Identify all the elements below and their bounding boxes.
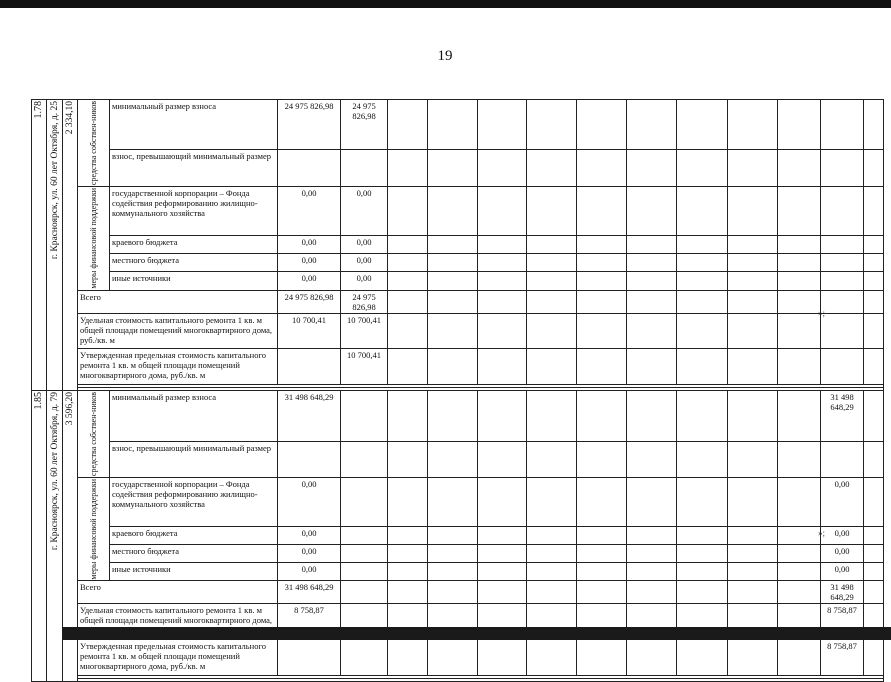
value-cell [821,272,864,290]
value-cell: 0,00 [341,254,388,272]
owner-funds-label: средства собствен-ников [78,390,110,477]
address-cell: г. Красноярск, ул. 60 лет Октября, д. 79 [47,390,63,682]
value-cell [821,348,864,384]
value-cell: 0,00 [821,526,864,544]
value-cell: 10 700,41 [278,313,341,348]
value-cell: 0,00 [278,187,341,236]
value-cell [341,581,388,604]
value-cell: 0,00 [341,272,388,290]
over-min-label: взнос, превышающий минимальный размер [110,441,278,477]
table-row [32,390,884,441]
value-cell: 0,00 [821,477,864,526]
table-row [32,526,884,544]
table-row [32,187,884,236]
table-row [32,100,884,150]
support-label: меры финансовой поддержки [78,477,110,581]
margin-mark: »; [818,528,826,538]
over-min-label: взнос, превышающий минимальный размер [110,149,278,187]
table-row [32,477,884,526]
value-cell [341,563,388,581]
value-cell: 24 975 826,98 [278,100,341,150]
area-cell: 3 596,20 [63,390,78,682]
owner-funds-label: средства собствен-ников [78,100,110,187]
table-row [32,290,884,313]
value-cell: 8 758,87 [278,604,341,640]
value-cell: 0,00 [341,236,388,254]
address-cell: г. Красноярск, ул. 60 лет Октября, д. 25 [47,100,63,391]
table-row [32,348,884,384]
value-cell: 0,00 [278,236,341,254]
value-cell: 0,00 [278,254,341,272]
value-cell [821,313,864,348]
value-cell: 8 758,87 [821,604,864,640]
value-cell [821,100,864,150]
value-cell: 0,00 [821,544,864,562]
value-cell [278,640,341,676]
value-cell [821,254,864,272]
value-cell: 31 498 648,29 [821,390,864,441]
value-cell [821,236,864,254]
table-row [32,272,884,290]
scan-top-edge [0,0,891,8]
margin-mark: »; [818,308,826,318]
value-cell: 0,00 [278,544,341,562]
table-row [32,236,884,254]
area-cell: 2 334,10 [63,100,78,391]
other-label: иные источники [110,272,278,290]
limit-cost-label: Утвержденная предельная стоимость капитального ремонта 1 кв. м общей площади помещений многоквартирного дома, руб./кв. м [78,348,278,384]
table-row [32,544,884,562]
item-number-cell: 1.78 [32,100,47,391]
value-cell: 31 498 648,29 [278,581,341,604]
value-cell [278,348,341,384]
value-cell: 24 975 826,98 [278,290,341,313]
table-row [32,441,884,477]
value-cell: 0,00 [278,272,341,290]
min-fee-label: минимальный размер взноса [110,100,278,150]
value-cell: 0,00 [278,526,341,544]
value-cell: 10 700,41 [341,313,388,348]
value-cell: 0,00 [278,563,341,581]
table-row [32,149,884,187]
page-number: 19 [437,48,453,64]
value-cell [341,640,388,676]
total-label: Всего [78,581,278,604]
value-cell [341,390,388,441]
value-cell [341,477,388,526]
value-cell: 0,00 [821,563,864,581]
table-row [32,563,884,581]
local-label: местного бюджета [110,544,278,562]
value-cell: 31 498 648,29 [278,390,341,441]
regional-label: краевого бюджета [110,236,278,254]
value-cell: 24 975 826,98 [341,290,388,313]
value-cell [821,187,864,236]
support-label: меры финансовой поддержки [78,187,110,291]
unit-cost-label: Удельная стоимость капитального ремонта 1 кв. м общей площади помещений многоквартирного дома, руб./кв. м [78,313,278,348]
regional-label: краевого бюджета [110,526,278,544]
table-row [32,640,884,676]
value-cell: 10 700,41 [341,348,388,384]
value-cell: 31 498 648,29 [821,581,864,604]
value-cell [341,544,388,562]
min-fee-label: минимальный размер взноса [110,390,278,441]
state-corp-label: государственной корпорации – Фонда содействия реформированию жилищно-коммунального хозяйства [110,187,278,236]
table-row [32,581,884,604]
unit-cost-label: Удельная стоимость капитального ремонта 1 кв. м общей площади помещений многоквартирного дома, [78,604,278,640]
item-number-cell: 1.85 [32,390,47,682]
state-corp-label: государственной корпорации – Фонда содействия реформированию жилищно-коммунального хозяйства [110,477,278,526]
local-label: местного бюджета [110,254,278,272]
table-row [32,313,884,348]
table-row [32,254,884,272]
value-cell: 0,00 [278,477,341,526]
scan-bottom-edge [62,627,891,640]
capital-repair-table [31,99,884,682]
limit-cost-label: Утвержденная предельная стоимость капитального ремонта 1 кв. м общей площади помещений многоквартирного дома, руб./кв. м [78,640,278,676]
value-cell [821,290,864,313]
value-cell: 0,00 [341,187,388,236]
total-label: Всего [78,290,278,313]
value-cell [341,526,388,544]
other-label: иные источники [110,563,278,581]
value-cell: 8 758,87 [821,640,864,676]
value-cell: 24 975 826,98 [341,100,388,150]
